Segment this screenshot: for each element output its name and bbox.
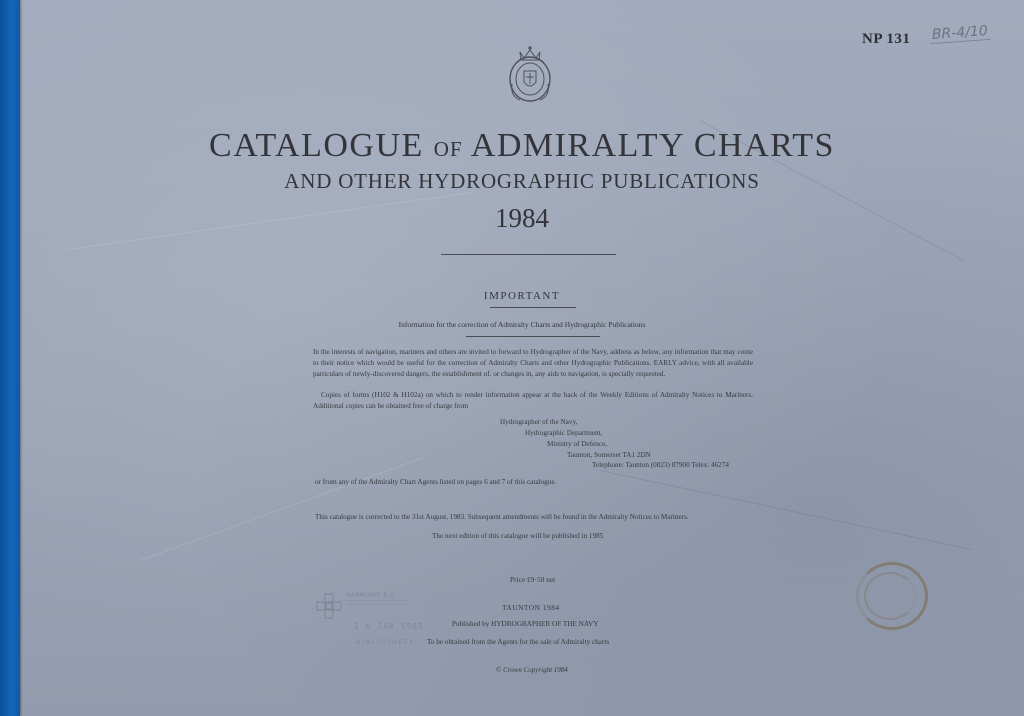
stamp-date: 1 6 JAN 1985 bbox=[354, 622, 424, 631]
publisher-line: Published by HYDROGRAPHER OF THE NAVY bbox=[452, 620, 599, 628]
catalogue-title bbox=[20, 127, 1024, 165]
stamp-logo-icon bbox=[316, 593, 342, 619]
paper-crease bbox=[600, 470, 972, 550]
place-and-year: TAUNTON 1984 bbox=[502, 603, 560, 612]
coffee-ring-stain-inner bbox=[864, 572, 916, 620]
paper-crease bbox=[140, 457, 422, 561]
title-part-of: OF bbox=[433, 137, 463, 161]
next-edition-note: The next edition of this catalogue will be published in 1985 bbox=[432, 532, 604, 540]
address-telephone-telex: Telephone: Taunton (0823) 87900 Telex: 46274 bbox=[592, 461, 729, 469]
address-line: Taunton, Somerset TA1 2DN bbox=[567, 451, 651, 459]
title-part-admiralty-charts: ADMIRALTY CHARTS bbox=[470, 127, 835, 164]
divider-rule bbox=[466, 336, 600, 337]
address-line: Hydrographer of the Navy, bbox=[500, 418, 578, 426]
stamp-decorative-lines bbox=[346, 600, 406, 605]
important-heading: IMPORTANT bbox=[483, 290, 561, 302]
stamp-library-label: BIBLIOTHEEK bbox=[356, 638, 416, 646]
catalogue-subtitle: AND OTHER HYDROGRAPHIC PUBLICATIONS bbox=[284, 169, 760, 193]
price: Price £9·50 net bbox=[510, 575, 556, 584]
library-stamp bbox=[316, 588, 436, 650]
information-paragraph: In the interests of navigation, mariners and others are invited to forward to Hydrographer of the Navy, address as below, any information that may come to their notice which would be useful for the correction of Admiralty Charts and other Hydrographic Publications. EARLY advice, with all available particulars of newly-discovered dangers, the establishment of, or changes in, any aids to navigation, is specially requested. bbox=[313, 348, 753, 378]
forms-paragraph: Copies of forms (H102 & H102a) on which to render information appear at the back of the Weekly Editions of Admiralty Notices to Mariners. Additional copies can be obtained free of charge from bbox=[313, 391, 753, 410]
obtain-note: To be obtained from the Agents for the sale of Admiralty charts bbox=[427, 638, 610, 646]
important-subheading: Information for the correction of Admiralty Charts and Hydrographic Publications bbox=[398, 320, 646, 329]
admiralty-crest-emblem bbox=[504, 44, 556, 106]
catalogue-year: 1984 bbox=[495, 203, 549, 233]
address-line: Ministry of Defence, bbox=[547, 440, 608, 448]
blue-spine-binding bbox=[0, 0, 20, 716]
correction-note: This catalogue is corrected to the 31st August, 1983. Subsequent amendments will be found in the Admiralty Notices to Mariners. bbox=[315, 513, 689, 521]
catalogue-number: NP 131 bbox=[862, 31, 911, 47]
divider-rule bbox=[441, 254, 616, 255]
title-part-catalogue: CATALOGUE bbox=[209, 127, 424, 164]
crown-copyright: © Crown Copyright 1984 bbox=[496, 666, 568, 674]
agents-note: or from any of the Admiralty Chart Agents listed on pages 6 and 7 of this catalogue. bbox=[315, 478, 557, 486]
stamp-organisation-name: HARMONIE B.V. bbox=[346, 592, 396, 599]
divider-rule bbox=[490, 307, 576, 308]
address-line: Hydrographic Department, bbox=[525, 429, 603, 437]
handwritten-note: BR-4/10 bbox=[929, 23, 990, 44]
